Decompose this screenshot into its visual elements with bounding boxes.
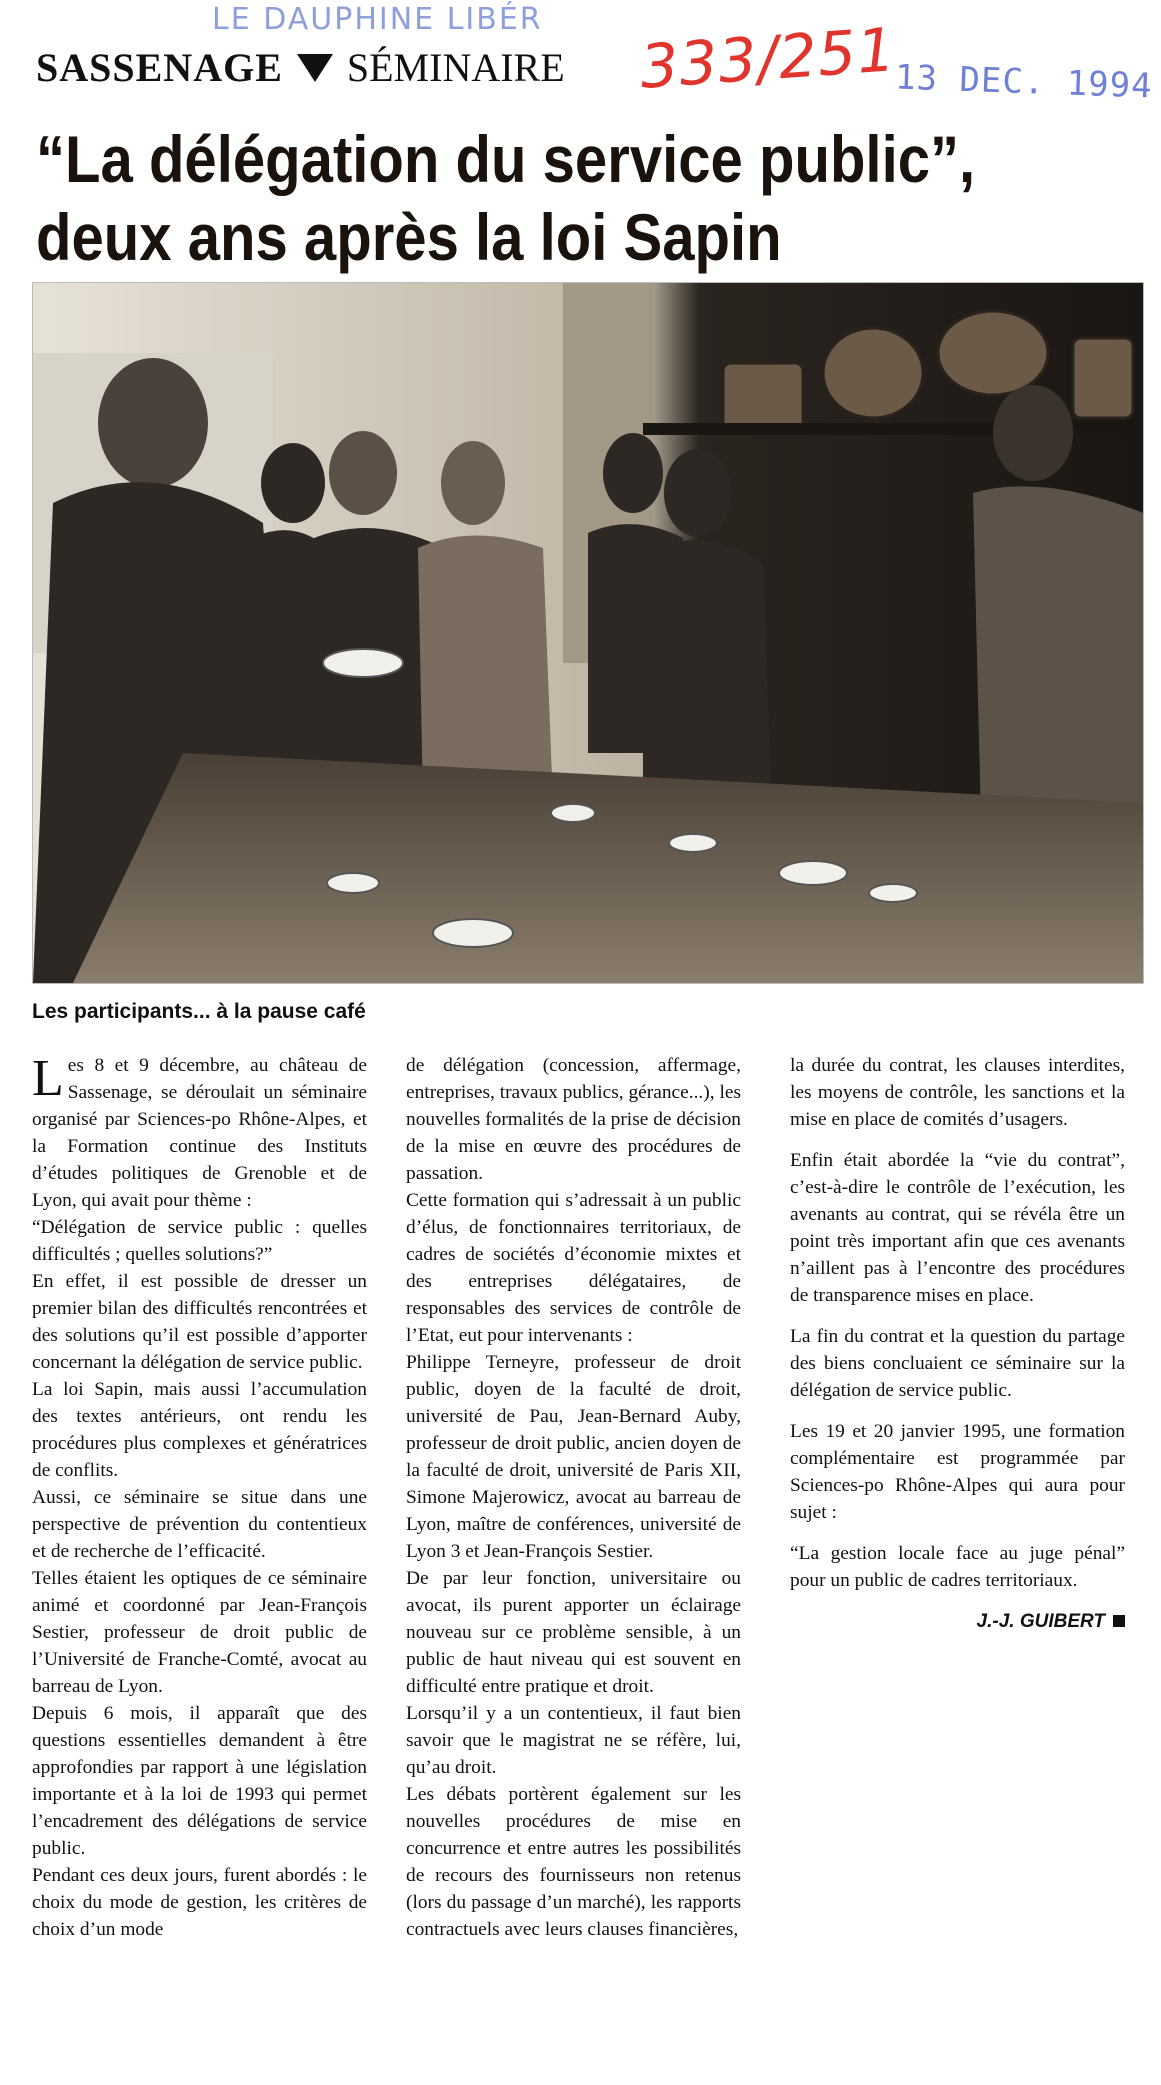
article-paragraph: En effet, il est possible de dresser un premier bilan des difficultés rencontrées et des solutions qu’il est possible d’apporter concernant la délégation de service public. [32, 1271, 367, 1373]
article-paragraph: “La gestion locale face au juge pénal” pour un public de cadres territoriaux. [790, 1543, 1125, 1591]
drop-cap: L [32, 1050, 64, 1107]
article-paragraph: Cette formation qui s’adressait à un public d’élus, de fonctionnaires territoriaux, de cadres de sociétés d’économie mixtes et des entreprises délégataires, de responsables des services de contrôle de l’Etat, eut pour intervenants : [406, 1190, 741, 1346]
article-photo [32, 282, 1144, 984]
article-paragraph: Aussi, ce séminaire se situe dans une perspective de prévention du contentieux et de recherche de l’efficacité. [32, 1487, 367, 1562]
article-paragraph: Depuis 6 mois, il apparaît que des questions essentielles demandent à être approfondies par rapport à une législation importante et à la loi de 1993 qui permet l’encadrement des délégations de service public. [32, 1703, 367, 1859]
article-paragraph: Les 8 et 9 décembre, au château de Sassenage, se déroulait un séminaire organisé par Sciences-po Rhône-Alpes, et la Formation continue des Instituts d’études politiques de Grenoble et de Lyon, qui avait pour thème : [32, 1050, 367, 1211]
headline-line-1: “La délégation du service public”, [36, 122, 976, 196]
date-stamp: 13 DEC. 1994 [894, 57, 1154, 107]
rubric-section: SÉMINAIRE [346, 45, 565, 90]
article-column-2 [406, 1052, 741, 1943]
headline [36, 120, 1004, 276]
article-paragraph: Enfin était abordée la “vie du contrat”, c’est-à-dire le contrôle de l’exécution, les avenants au contrat, qui se révéla être un point très important afin que ces avenants n’aillent pas à l’encontre des procédures de transparence mises en place. [790, 1150, 1125, 1306]
article-paragraph: Les débats portèrent également sur les nouvelles procédures de mise en concurrence et entre autres les possibilités de recours des fournisseurs non retenus (lors du passage d’un marché), les rapports contractuels avec leurs clauses financières, [406, 1784, 741, 1940]
photo-caption: Les participants... à la pause café [32, 1000, 366, 1023]
rubric-location: SASSENAGE [36, 45, 283, 90]
source-stamp: LE DAUPHINE LIBÉR [212, 2, 543, 37]
triangle-down-icon [297, 54, 333, 82]
article-paragraph: Lorsqu’il y a un contentieux, il faut bien savoir que le magistrat ne se réfère, lui, qu’au droit. [406, 1703, 741, 1778]
article-paragraph: Les 19 et 20 janvier 1995, une formation complémentaire est programmée par Sciences-po Rhône-Alpes qui aura pour sujet : [790, 1421, 1125, 1523]
author-name: J.-J. GUIBERT [976, 1611, 1105, 1632]
article-paragraph: “Délégation de service public : quelles difficultés ; quelles solutions?” [32, 1217, 367, 1265]
article-paragraph: La fin du contrat et la question du partage des biens concluaient ce séminaire sur la délégation de service public. [790, 1326, 1125, 1401]
end-square-icon [1113, 1615, 1125, 1627]
article-paragraph: De par leur fonction, universitaire ou avocat, ils purent apporter un éclairage nouveau sur ce problème sensible, à un public de haut niveau qui est souvent en difficulté entre pratique et droit. [406, 1568, 741, 1697]
article-paragraph: La loi Sapin, mais aussi l’accumulation des textes antérieurs, ont rendu les procédures plus complexes et génératrices de conflits. [32, 1379, 367, 1481]
rubric [36, 44, 565, 91]
headline-line-2: deux ans après la loi Sapin [36, 200, 782, 274]
article-column-1 [32, 1052, 367, 1943]
article-paragraph: Telles étaient les optiques de ce séminaire animé et coordonné par Jean-François Sestier, professeur de droit public de l’Université de Franche-Comté, avocat au barreau de Lyon. [32, 1568, 367, 1697]
article-paragraph: de délégation (concession, affermage, entreprises, travaux publics, gérance...), les nouvelles formalités de la prise de décision de la mise en œuvre des procédures de passation. [406, 1055, 741, 1184]
article-paragraph: la durée du contrat, les clauses interdites, les moyens de contrôle, les sanctions et la mise en place de comités d’usagers. [790, 1055, 1125, 1130]
handwritten-reference: 333/251 [637, 15, 899, 103]
article-column-3 [790, 1052, 1125, 1635]
author-signature [790, 1608, 1125, 1635]
article-paragraph: Pendant ces deux jours, furent abordés : le choix du mode de gestion, les critères de choix d’un mode [32, 1865, 367, 1940]
article-paragraph: Philippe Terneyre, professeur de droit public, doyen de la faculté de droit, université de Pau, Jean-Bernard Auby, professeur de droit public, ancien doyen de la faculté de droit, université de Paris XII, Simone Majerowicz, avocat au barreau de Lyon, maître de conférences, université de Lyon 3 et Jean-François Sestier. [406, 1352, 741, 1562]
